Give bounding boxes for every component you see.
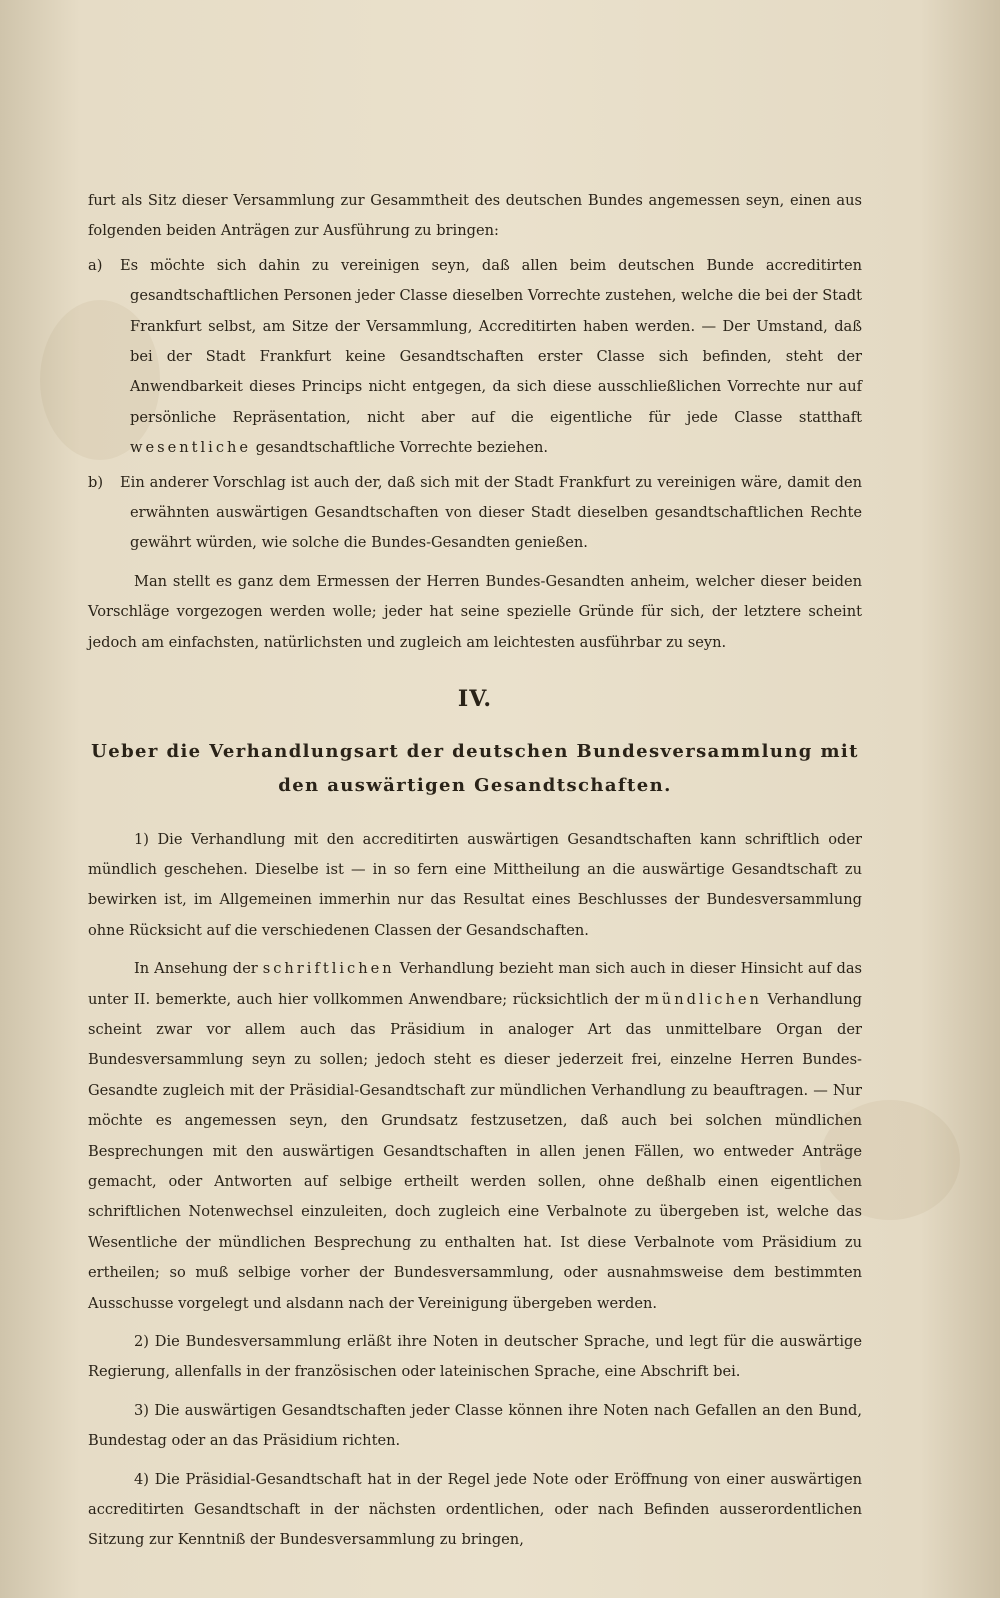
- paragraph-written-oral: [88, 954, 862, 1319]
- item-text-end: gesandtschaftliche Vorrechte beziehen.: [255, 439, 549, 457]
- list-item-a: [88, 251, 862, 464]
- paragraph-3: 3) Die auswärtigen Gesandtschaften jeder Classe können ihre Noten nach Gefallen an den Bund, Bundestag oder an das Präsidium richten.: [88, 1401, 862, 1450]
- paragraph-text: In Ansehung der: [134, 960, 258, 978]
- item-marker: b): [88, 473, 104, 491]
- list-item-b: [88, 468, 862, 559]
- paragraph-4: 4) Die Präsidial-Gesandtschaft hat in der Regel jede Note oder Eröffnung von einer auswärtigen accreditirten Gesandtschaft in der nächsten ordentlichen, oder nach Befinden ausserordentlichen Sitzung zur Kenntniß der Bundesversammlung zu bringen,: [88, 1470, 862, 1549]
- emphasis-word: wesentliche: [130, 439, 252, 457]
- item-text: Es möchte sich dahin zu vereinigen seyn, daß allen beim deutschen Bunde accreditirten gesandtschaftlichen Personen jeder Classe dieselben Vorrechte zustehen, welche die bei der Stadt Frankfurt selbst, am Sitze der Versammlung, Accreditirten haben werden. — Der Umstand, daß bei der Stadt Frankfurt keine Gesandtschaften erster Classe sich befinden, steht der Anwendbarkeit dieses Princips nicht entgegen, da sich diese ausschließlichen Vorrechte nur auf persönliche Repräsentation, nicht aber auf die eigentliche für jede Classe statthaft: [120, 256, 862, 426]
- paragraph-1: 1) Die Verhandlung mit den accreditirten auswärtigen Gesandtschaften kann schriftlich oder mündlich geschehen. Dieselbe ist — in so fern eine Mittheilung an die auswärtige Gesandtschaft zu bewirken ist, im Allgemeinen immerhin nur das Resultat eines Beschlusses der Bundesversammlung ohne Rücksicht auf die verschiedenen Classen der Gesandschaften.: [88, 830, 862, 939]
- paragraph-text: Verhandlung scheint zwar vor allem auch das Präsidium in analoger Art das unmittelbare Organ der Bundesversammlung seyn zu sollen; jedoch steht es dieser jederzeit frei, einzelne Herren Bundes-Gesandte zugleich mit der Präsidial-Gesandtschaft zur mündlichen Verhandlung zu beauftragen. — Nur möchte es angemessen seyn, den Grundsatz festzusetzen, daß auch bei solchen mündlichen Besprechungen mit den auswärtigen Gesandtschaften in allen jenen Fällen, wo entweder Anträge gemacht, oder Antworten auf selbige ertheilt werden sollen, ohne deßhalb einen eigentlichen schriftlichen Notenwechsel einzuleiten, doch zugleich eine Verbalnote zu übergeben ist, welche das Wesentliche der mündlichen Besprechung zu enthalten hat. Ist diese Verbalnote vom Präsidium zu ertheilen; so muß selbige vorher der Bundesversammlung, oder ausnahmsweise dem bestimmten Ausschusse vorgelegt und alsdann nach der Vereinigung übergeben werden.: [88, 990, 863, 1312]
- item-text: Ein anderer Vorschlag ist auch der, daß sich mit der Stadt Frankfurt zu vereinigen wäre, damit den erwähnten auswärtigen Gesandtschaften von dieser Stadt dieselben gesandtschaftlichen Rechte gewährt würden, wie solche die Bundes-Gesandten genießen.: [120, 473, 862, 552]
- section-number: IV.: [457, 686, 493, 713]
- paragraph-proposal: Man stellt es ganz dem Ermessen der Herren Bundes-Gesandten anheim, welcher dieser beiden Vorschläge vorgezogen werden wolle; jeder hat seine spezielle Gründe für sich, der letztere scheint jedoch am einfachsten, natürlichsten und zugleich am leichtesten ausführbar zu seyn.: [88, 572, 862, 651]
- paragraph-text: Verhandlung bezieht man sich auch in dieser Hinsicht auf das unter II. bemerkte, auch hier vollkommen Anwendbare; rücksichtlich der: [88, 960, 863, 1008]
- item-marker: a): [88, 256, 103, 274]
- section-heading: Ueber die Verhandlungsart der deutschen Bundesversammlung mit den auswärtigen Gesandtschaften.: [91, 740, 859, 796]
- emphasis-word: mündlichen: [644, 990, 762, 1008]
- emphasis-word: schriftlichen: [262, 960, 395, 978]
- paragraph-2: 2) Die Bundesversammlung erläßt ihre Noten in deutscher Sprache, und legt für die auswärtige Regierung, allenfalls in der französischen oder lateinischen Sprache, eine Abschrift bei.: [88, 1333, 862, 1381]
- intro-paragraph: furt als Sitz dieser Versammlung zur Gesammtheit des deutschen Bundes angemessen seyn, einen aus folgenden beiden Anträgen zur Ausführung zu bringen:: [88, 192, 862, 240]
- body-text: [88, 186, 862, 1556]
